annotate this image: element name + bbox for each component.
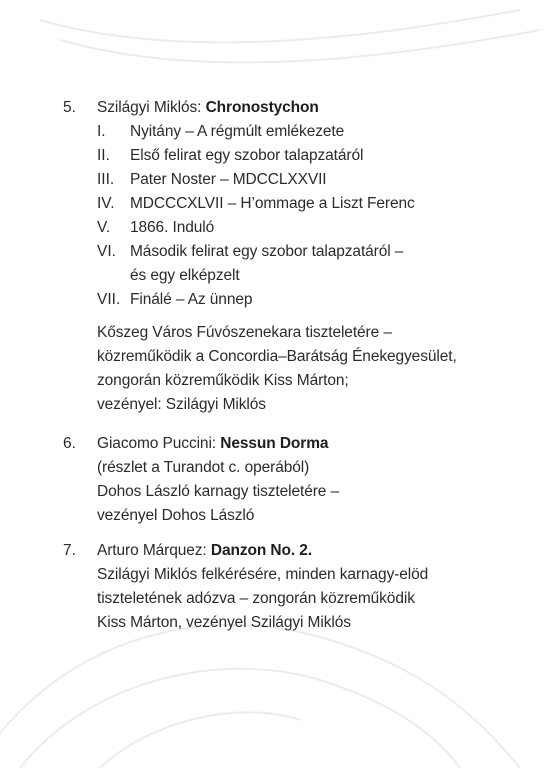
item-number: 6. bbox=[63, 435, 76, 452]
movement-title: Második felirat egy szobor talapzatáról – bbox=[130, 243, 404, 260]
composer-name: Giacomo Puccini: bbox=[97, 435, 217, 452]
movement-title: Pater Noster – MDCCLXXVII bbox=[130, 171, 327, 188]
item-heading bbox=[97, 540, 312, 562]
movement-title: MDCCCXLVII – H’ommage a Liszt Ferenc bbox=[130, 195, 415, 212]
movement-numeral: I. bbox=[97, 123, 106, 140]
dedication-line: tiszteletének adózva – zongorán közreműködik bbox=[97, 590, 415, 607]
dedication-line: (részlet a Turandot c. operából) bbox=[97, 459, 310, 476]
movement-numeral: IV. bbox=[97, 195, 115, 212]
movement-numeral: VII. bbox=[97, 291, 121, 308]
item-number: 7. bbox=[63, 542, 76, 559]
movement-numeral: II. bbox=[97, 147, 110, 164]
movement-numeral: VI. bbox=[97, 243, 116, 260]
dedication-line: közreműködik a Concordia–Barátság Énekegyesület, bbox=[97, 348, 457, 365]
item-heading bbox=[97, 97, 319, 119]
piece-title: Chronostychon bbox=[205, 99, 319, 116]
movement-numeral: III. bbox=[97, 171, 115, 188]
dedication-line: Kiss Márton, vezényel Szilágyi Miklós bbox=[97, 614, 351, 631]
movement-title-continued: és egy elképzelt bbox=[130, 267, 240, 284]
movement-title: 1866. Induló bbox=[130, 219, 215, 236]
dedication-line: zongorán közreműködik Kiss Márton; bbox=[97, 372, 349, 389]
dedication-line: Szilágyi Miklós felkérésére, minden karnagy-elöd bbox=[97, 566, 429, 583]
piece-title: Nessun Dorma bbox=[220, 435, 329, 452]
piece-title: Danzon No. 2. bbox=[210, 542, 313, 559]
dedication-line: vezényel: Szilágyi Miklós bbox=[97, 396, 266, 413]
dedication-line: vezényel Dohos László bbox=[97, 507, 255, 524]
movement-title: Finálé – Az ünnep bbox=[130, 291, 253, 308]
item-heading bbox=[97, 433, 328, 455]
composer-name: Arturo Márquez: bbox=[97, 542, 207, 559]
composer-name: Szilágyi Miklós: bbox=[97, 99, 202, 116]
item-number: 5. bbox=[63, 99, 76, 116]
movement-title: Nyitány – A régmúlt emlékezete bbox=[130, 123, 345, 140]
movement-title: Első felirat egy szobor talapzatáról bbox=[130, 147, 364, 164]
dedication-line: Dohos László karnagy tiszteletére – bbox=[97, 483, 340, 500]
movement-numeral: V. bbox=[97, 219, 111, 236]
dedication-line: Kőszeg Város Fúvószenekara tiszteletére – bbox=[97, 324, 392, 341]
